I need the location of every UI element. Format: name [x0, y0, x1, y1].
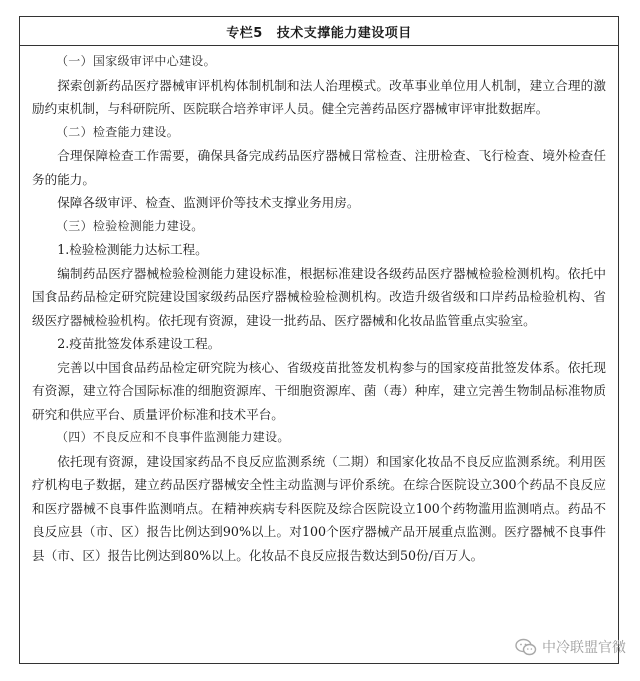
column-number: 专栏5: [226, 25, 263, 41]
wechat-icon: [515, 638, 537, 656]
paragraph: 合理保障检查工作需要，确保具备完成药品医疗器械日常检查、注册检查、飞行检查、境外检查任务的能力。: [32, 148, 606, 187]
paragraph: 完善以中国食品药品检定研究院为核心、省级疫苗批签发机构参与的国家疫苗批签发体系。依托现有资源，建立符合国际标准的细胞资源库、干细胞资源库、菌（毒）种库，建立完善生物制品标准物质研究和供应平台、质量评价标准和技术平台。: [32, 359, 606, 422]
column-title: 技术支撑能力建设项目: [276, 25, 412, 41]
paragraph: 保障各级审评、检查、监测评价等技术支撑业务用房。: [57, 195, 360, 210]
paragraph: 依托现有资源，建设国家药品不良反应监测系统（二期）和国家化妆品不良反应监测系统。利用医疗机构电子数据，建立药品医疗器械安全性主动监测与评价系统。在综合医院设立300个药品不良反应和医疗器械不良事件监测哨点。在精神疾病专科医院及综合医院设立100个药物滥用监测哨点。药品不良反应县（市、区）报告比例达到90%以上。对100个医疗器械产品开展重点监测。医疗器械不良事件县（市、区）报告比例达到80%以上。化妆品不良反应报告数达到50份/百万人。: [32, 453, 606, 563]
column-header: [20, 17, 618, 46]
watermark-text: 中冷联盟官微: [542, 640, 626, 656]
section-heading-2: （二）检查能力建设。: [56, 124, 180, 139]
column-content: [20, 46, 618, 567]
section-heading-1: （一）国家级审评中心建设。: [56, 54, 216, 68]
section-heading-4: （四）不良反应和不良事件监测能力建设。: [56, 430, 290, 444]
column-box: [19, 16, 619, 664]
section-heading-3: （三）检验检测能力建设。: [56, 218, 204, 233]
subheading: 2.疫苗批签发体系建设工程。: [57, 336, 221, 351]
paragraph: 探索创新药品医疗器械审评机构体制机制和法人治理模式。改革事业单位用人机制，建立合理的激励约束机制，与科研院所、医院联合培养审评人员。健全完善药品医疗器械审评审批数据库。: [32, 77, 606, 116]
subheading: 1.检验检测能力达标工程。: [57, 242, 208, 257]
paragraph: 编制药品医疗器械检验检测能力建设标准，根据标准建设各级药品医疗器械检验检测机构。依托中国食品药品检定研究院建设国家级药品医疗器械检验检测机构。改造升级省级和口岸药品检验机构、省级医疗器械检验机构。依托现有资源，建设一批药品、医疗器械和化妆品监管重点实验室。: [32, 265, 606, 328]
watermark: [515, 637, 626, 657]
